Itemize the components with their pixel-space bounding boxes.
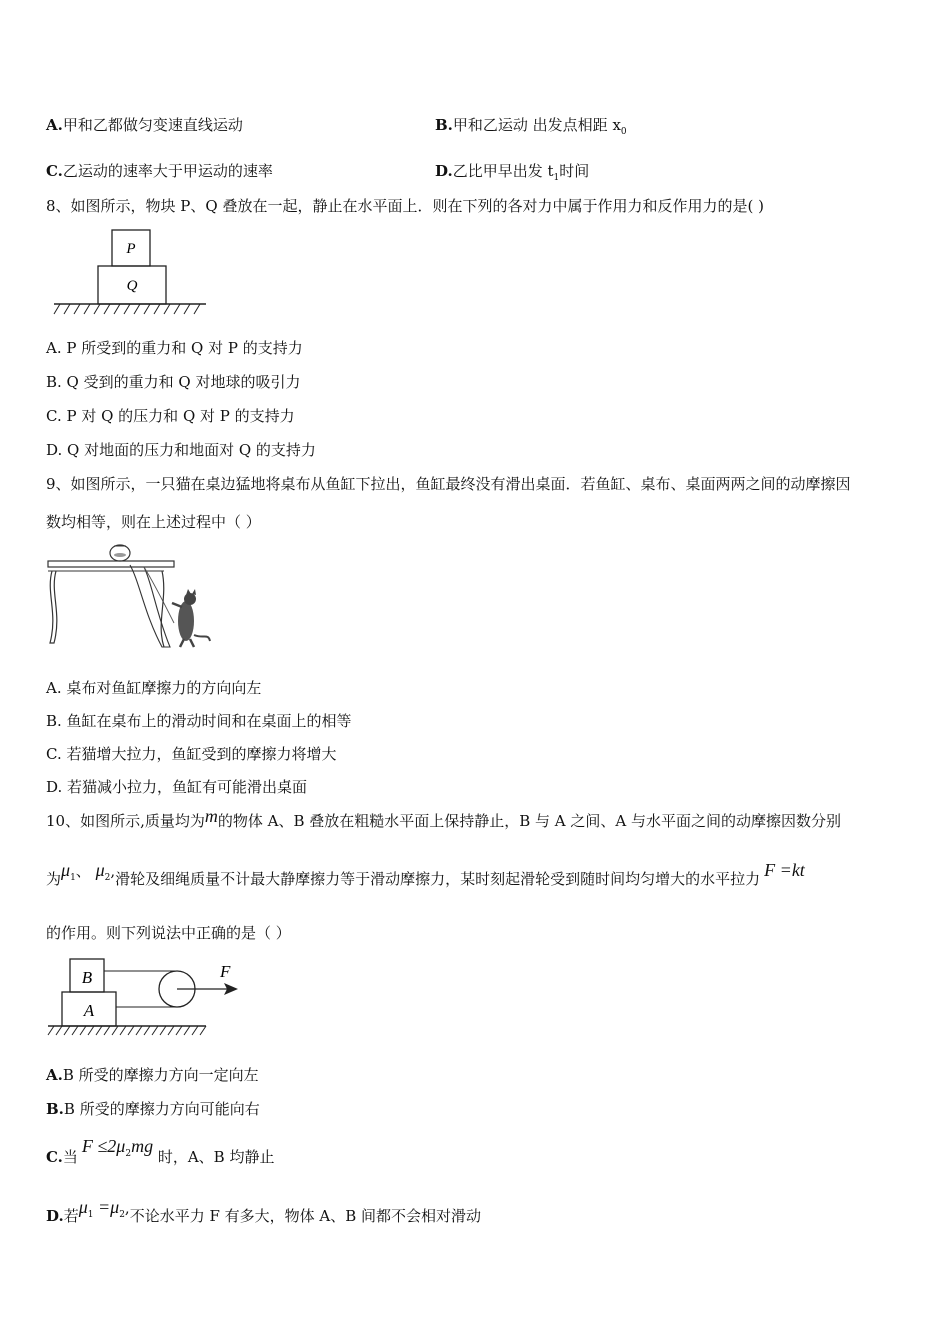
- q7-option-a: A.甲和乙都做匀变速直线运动: [46, 116, 243, 134]
- q10-stem-line2: 为$\mu_1$、 $\mu_2$,滑轮及细绳质量不计最大静摩擦力等于滑动摩擦力，某时刻起滑轮受到随时间均匀增大的水平拉力 F =kt: [46, 860, 805, 888]
- q8-option-b: B. Q 受到的重力和 Q 对地球的吸引力: [46, 373, 301, 391]
- q10-option-a: A.B 所受的摩擦力方向一定向左: [46, 1066, 259, 1084]
- q7-option-b: B.甲和乙运动 出发点相距 $x_0$: [435, 116, 627, 137]
- q7-option-d: D.乙比甲早出发 $t_1$时间: [435, 162, 590, 183]
- q9-option-b: B. 鱼缸在桌布上的滑动时间和在桌面上的相等: [46, 712, 352, 730]
- q8-figure-label-p: P: [126, 241, 136, 257]
- q9-option-a: A. 桌布对鱼缸摩擦力的方向向左: [46, 679, 262, 697]
- q8-option-c: C. P 对 Q 的压力和 Q 对 P 的支持力: [46, 407, 295, 425]
- q8-stem: 8、如图所示，物块 P、Q 叠放在一起，静止在水平面上．则在下列的各对力中属于作用力和反作用力的是( ): [46, 197, 764, 215]
- q10-stem-line3: 的作用。则下列说法中正确的是（ ）: [46, 924, 291, 942]
- q10-figure-label-a: A: [83, 1001, 95, 1020]
- q8-figure: [50, 226, 210, 318]
- q10-figure-label-b: B: [81, 968, 93, 987]
- q10-option-b: B.B 所受的摩擦力方向可能向右: [46, 1100, 260, 1118]
- q10-option-c: C.当$F \le 2\mu_2mg$ 时，A、B 均静止: [46, 1136, 275, 1166]
- q10-option-d: D.若$\mu_1 =\mu_2$,不论水平力 F 有多大，物体 A、B 间都不会相对滑动: [46, 1197, 482, 1225]
- q10-option-d-formula: $\mu_1 =\mu_2$,: [78, 1197, 130, 1220]
- q9-stem-line2: 数均相等，则在上述过程中（ ）: [46, 513, 261, 531]
- q9-figure: [44, 543, 214, 653]
- q9-stem-line1: 9、如图所示，一只猫在桌边猛地将桌布从鱼缸下拉出，鱼缸最终没有滑出桌面．若鱼缸、桌布、桌面两两之间的动摩擦因: [46, 475, 851, 493]
- force-equation: F =kt: [764, 860, 805, 880]
- mu2-symbol: μ: [95, 860, 105, 880]
- q8-option-a: A. P 所受到的重力和 Q 对 P 的支持力: [46, 339, 303, 357]
- q9-option-c: C. 若猫增大拉力，鱼缸受到的摩擦力将增大: [46, 745, 337, 763]
- q10-figure: [44, 955, 244, 1041]
- q10-figure-force-label: F: [220, 962, 231, 981]
- mu1-symbol: μ: [61, 860, 71, 880]
- q7-option-c: C.乙运动的速率大于甲运动的速率: [46, 162, 273, 180]
- q8-figure-label-q: Q: [126, 278, 138, 294]
- q9-option-d: D. 若猫减小拉力，鱼缸有可能滑出桌面: [46, 778, 308, 796]
- q10-option-c-formula: $F \le 2\mu_2mg$: [81, 1136, 154, 1159]
- q8-option-d: D. Q 对地面的压力和地面对 Q 的支持力: [46, 441, 316, 459]
- q10-stem-line1: 10、如图所示,质量均为m的物体 A、B 叠放在粗糙水平面上保持静止，B 与 A 之间、A 与水平面之间的动摩擦因数分别: [46, 806, 842, 830]
